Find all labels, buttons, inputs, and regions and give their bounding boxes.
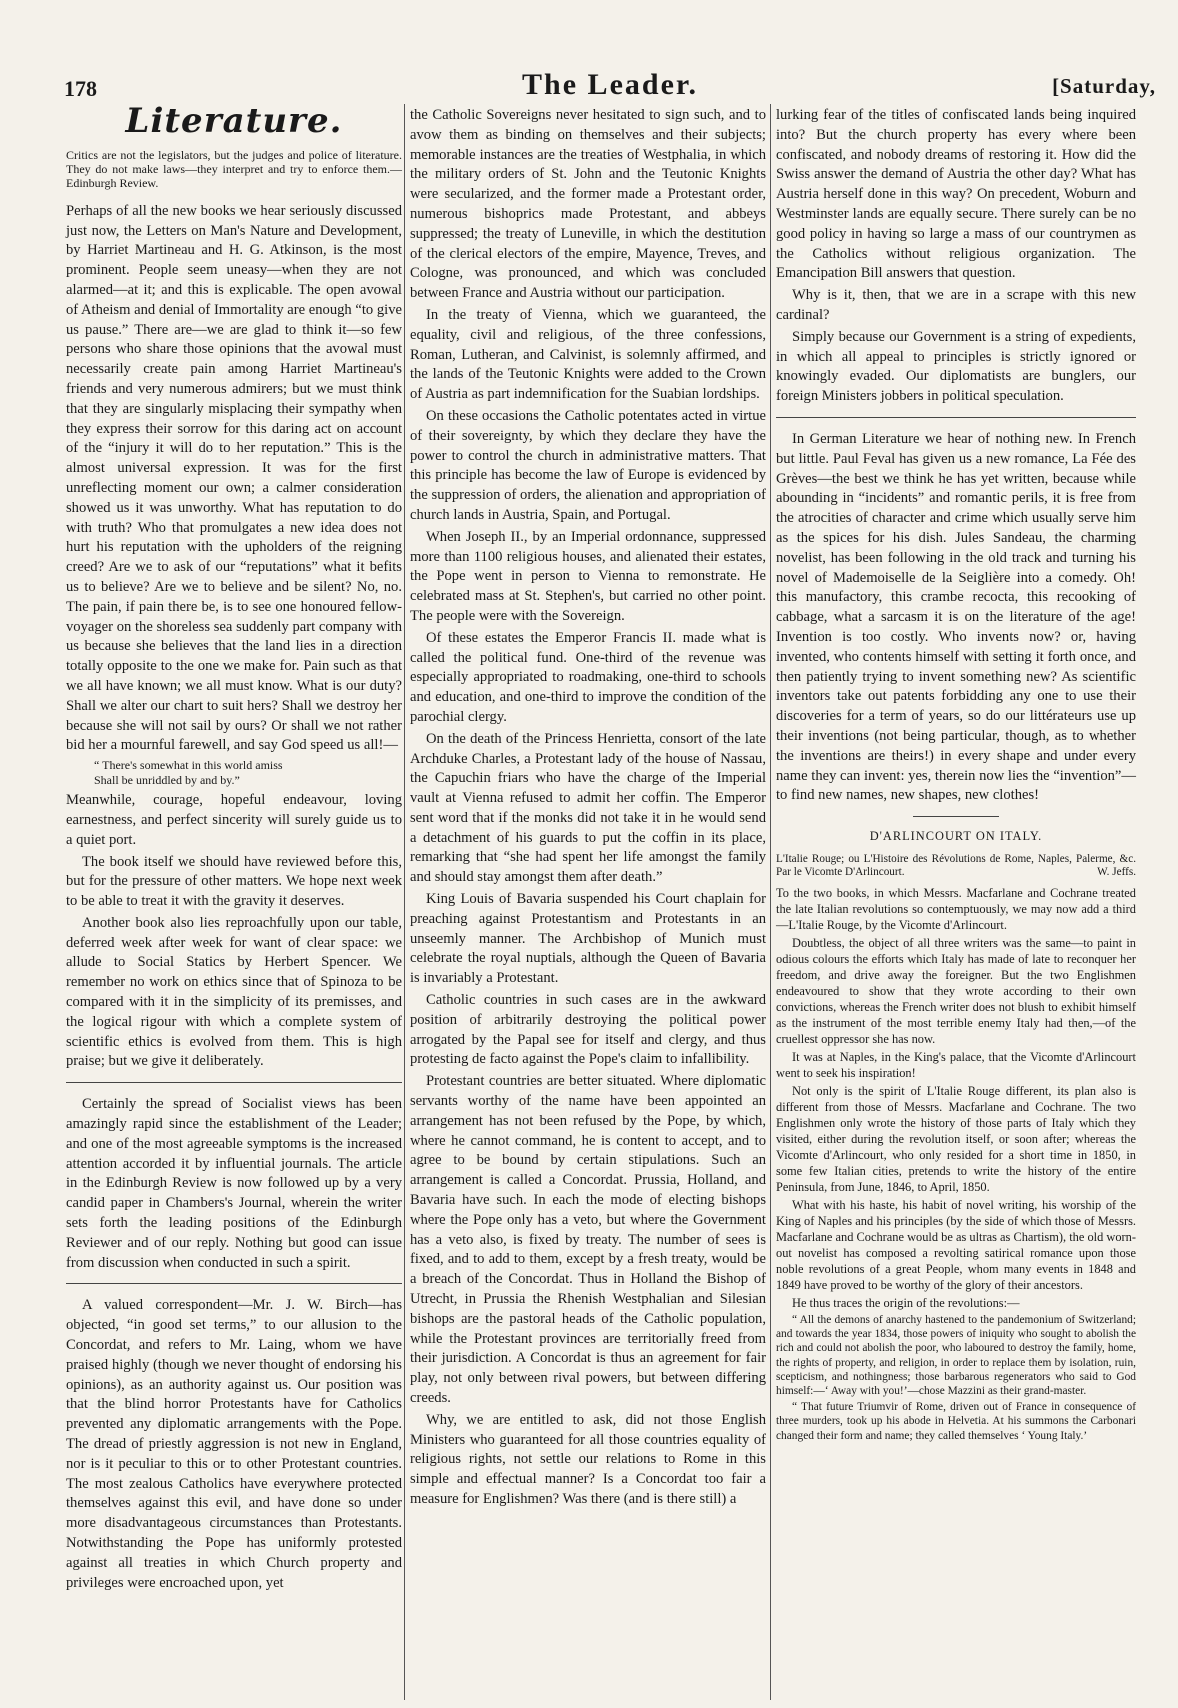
paragraph: The book itself we should have reviewed before this, but for the pressure of other matters. We hope next week to be able to treat it with the gravity it deserves. (66, 853, 402, 910)
verse-line: “ There's somewhat in this world amiss (94, 758, 283, 773)
block-quote: “ That future Triumvir of Rome, driven out of France in consequence of three murders, took up his abode in Helvetia. At his summons the Carbonari changed their form and name; they called themselves ‘ Young Italy.’ (776, 1401, 1136, 1442)
page-number: 178 (64, 76, 97, 101)
paragraph: King Louis of Bavaria suspended his Court chaplain for preaching against Protestantism and Protestants in an unseemly manner. The Archbishop of Munich must celebrate the royal nuptials, although the Queen of Bavaria is invariably a Protestant. (410, 891, 766, 987)
book-reference (776, 853, 1136, 879)
verse-quote (66, 758, 402, 788)
article-title: D'ARLINCOURT ON ITALY. (869, 829, 1043, 844)
epigraph: Critics are not the legislators, but the judges and police of literature. They do not make laws—they interpret and try to enforce them.—Edinburgh Review. (66, 147, 402, 190)
publisher: W. Jeffs. (1097, 865, 1136, 878)
verse-line: Shall be unriddled by and by.” (94, 773, 240, 788)
header-day: [Saturday, (1052, 74, 1156, 98)
section-rule (776, 417, 1136, 418)
column-divider (404, 104, 405, 1700)
paragraph: A valued correspondent—Mr. J. W. Birch—has objected, “in good set terms,” to our allusion to the Concordat, and refers to Mr. Laing, whom we have praised highly (though we never thought of endorsing his opinions), as an authority against us. Our position was that the blind horror Protestants have for Catholics prevented any diplomatic arrangements with the Pope. The dread of priestly aggression is not new in England, nor is it peculiar to this or to other Protestant countries. The most zealous Catholics have everywhere protected themselves against this evil, and have done so under more disadvantageous circumstances than Protestants. Notwithstanding the Pope has uniformly protested against all treaties in which Church property and privileges were encroached upon, yet (66, 1297, 402, 1591)
paragraph: the Catholic Sovereigns never hesitated to sign such, and to avow them as binding on themselves and their subjects; memorable instances are the treaties of Westphalia, in which the military orders of St. John and the Teutonic Knights were secularized, and the former made a Protestant order, numerous bishoprics made Protestant, and abbeys suppressed; the treaty of Luneville, in which the destitution of the clerical electors of the empire, Mayence, Treves, and Cologne, was pronounced, and which was concluded between France and Austria without our participation. (410, 107, 766, 302)
block-quote: “ All the demons of anarchy hastened to the pandemonium of Switzerland; and towards the year 1834, those powers of iniquity who sought to abolish the rich and could not abolish the poor, who laboured to destroy the family, home, the rights of property, and religion, in order to replace them by isolation, ruin, scepticism, and nothingness; those barbarous regenerators who said to God himself:—‘ Away with you!’—chose Mazzini as their grand-master. (776, 1313, 1136, 1397)
paragraph: Simply because our Government is a string of expedients, in which all appeal to principles is strictly ignored or knowingly evaded. Our diplomatists are bunglers, our foreign Ministers jobbers in political speculation. (776, 328, 1136, 405)
paragraph: On these occasions the Catholic potentates acted in virtue of their sovereignty, by which they declare they have the power to control the church in administrative matters. That this principle has become the law of Europe is evidenced by the suppression of orders, the alienation and appropriation of church lands in Austria, Spain, and Portugal. (410, 407, 766, 523)
paragraph: Perhaps of all the new books we hear seriously discussed just now, the Letters on Man's Nature and Development, by Harriet Martineau and H. G. Atkinson, is the most prominent. People seem uneasy—when they are not alarmed—at it; and this is explicable. The open avowal of Atheism and denial of Immortality are enough “to give us pause.” There are—we are glad to think it—so few persons who share those opinions that the avowal must necessarily create pain among Harriet Martineau's friends and very numerous admirers; but we must think that they are singularly misplacing their sympathy when they express their sorrow for this daring act on account of the “injury it will do to her reputation.” This is the almost universal expression. It was for the first unreflecting moment our own; a calmer consideration showed us it was unworthy. What has reputation to do with truth? Who that promulgates a new idea does not hurt his reputation with the upholders of the reigning creed? Are we to ask of our “reputations” what it befits us to believe? Are we to believe and be silent? No, no. The pain, if pain there be, is to see one honoured fellow-voyager on the shoreless sea suddenly part company with us because she believes that the land lies in a direction totally opposite to the one we make for. Pain such as that we all have known; we all must know. What is our duty? Shall we alter our chart to suit hers? Shall we destroy her because she will not sail by ours? Or shall we not rather bid her a mournful farewell, and say God speed us all!— (66, 202, 402, 754)
book-title: L'Italie Rouge; ou L'Histoire des Révolutions de Rome, Naples, Palerme, &c. Par le Vicomte D'Arlincourt. (776, 852, 1136, 878)
paragraph: When Joseph II., by an Imperial ordonnance, suppressed more than 1100 religious houses, and alienated their estates, the Pope went in person to Vienna to remonstrate. He celebrated mass at St. Stephen's, but carried no other point. The people were with the Sovereign. (410, 528, 766, 624)
section-rule (66, 1082, 402, 1083)
paragraph: Why is it, then, that we are in a scrape with this new cardinal? (776, 287, 1136, 323)
paragraph: On the death of the Princess Henrietta, consort of the late Archduke Charles, a Protestant lady of the house of Nassau, the Capuchin friars who have the charge of the Imperial vault at Vienna refused to admit her coffin. The Emperor sent word that if the monks did not take it in he would send a detachment of his guards to put the coffin in its place, remarking that “she had spent her life amongst the family and should stay amongst them after death.” (410, 730, 766, 886)
column-3 (776, 106, 1136, 1445)
paragraph: In the treaty of Vienna, which we guaranteed, the equality, civil and religious, of the three confessions, Roman, Lutheran, and Calvinist, is solemnly affirmed, and the lands of the Teutonic Knights were added to the Crown of Austria as part indemnification for the Suabian lordships. (410, 306, 766, 403)
paragraph: Meanwhile, courage, hopeful endeavour, loving earnestness, and perfect sincerity will surely guide us to a quiet port. (66, 792, 402, 848)
paragraph: Protestant countries are better situated. Where diplomatic servants worthy of the name have been appointed an arrangement has not been refused by the Pope, by which, where he cannot command, he is content to accept, and to agree to be bound by certain stipulations. Such an arrangement is called a Concordat. Prussia, Holland, and Bavaria have such. In each the mode of electing bishops where the Pope only has a veto, but where the Government has a veto also, is fixed by treaty. The number of sees is fixed, and to add to them, except by a fresh treaty, would be a breach of the Concordat. Thus in Holland the Bishop of Utrecht, in Prussia the Rhenish Westphalian and Silesian bishops are the pastoral heads of the Catholic population, while the Protestant provinces are territorially freed from their jurisdiction. A Concordat is thus an agreement for fair play, not only between rival powers, but between differing creeds. (410, 1073, 766, 1406)
paragraph: Doubtless, the object of all three writers was the same—to paint in odious colours the efforts which Italy has made of late to reconquer her freedom, and drive away the foreigner. But the two Englishmen endeavoured to show that they wrote according to their own convictions, whereas the French writer does not blush to exhibit himself as the instrument of the most terrible enemy Italy had then,—of the cruellest oppressor she has now. (776, 935, 1136, 1046)
paragraph: lurking fear of the titles of confiscated lands being inquired into? But the church property has every where been confiscated, and nobody dreams of restoring it. How did the Swiss answer the demand of Austria the other day? What has Austria herself done in this way? On precedent, Woburn and Westminster lands are equally secure. There surely can be no good policy in having so large a mass of our countrymen as the Catholics without religious organization. The Emancipation Bill answers that question. (776, 107, 1136, 282)
paragraph: Why, we are entitled to ask, did not those English Ministers who guaranteed for all those countries equality of religious rights, not settle our relations to Rome in this simple and effectual manner? Is a Concordat too fair a measure for Englishmen? Was there (and is there still) a (410, 1411, 766, 1507)
paragraph: In German Literature we hear of nothing new. In French but little. Paul Feval has given us a new romance, La Fée des Grèves—the best we think he has yet written, because while abounding in “incidents” and romantic perils, it is free from the atrocities of character and crime which usually serve him as the spices for his dish. Jules Sandeau, the charming novelist, has been following in the old track and turning his novel of Mademoiselle de la Seiglière into a comedy. Oh! this manufactory, this crambe recocta, this recooking of cabbage, what a sarcasm it is on the literature of the age! Invention is too costly. Who invents now? or, having invented, who contents himself with setting it forth once, and then patiently trying to invent something new? As scientific inventors take out patents forbidding any one to use their discoveries for a term of years, so do our littérateurs use up their inventions (not being particular, though, as to whether the inventions are theirs!) in every shape and under every name they can invent: yes, therein now lies the “invention”—to find new names, new shapes, new clothes! (776, 430, 1136, 804)
paragraph: It was at Naples, in the King's palace, that the Vicomte d'Arlincourt went to seek his inspiration! (776, 1049, 1136, 1080)
column-1 (66, 101, 402, 1595)
paragraph: Certainly the spread of Socialist views has been amazingly rapid since the establishment of the Leader; and one of the most agreeable symptoms is the increased attention accorded it by influential journals. The article in the Edinburgh Review is now followed up by a very candid paper in Chambers's Journal, wherein the writer sets forth the leading positions of the Edinburgh Reviewer and of our reply. Nothing but good can issue from discussion when conducted in such a spirit. (66, 1096, 402, 1271)
paragraph: He thus traces the origin of the revolutions:— (792, 1295, 1020, 1310)
page-header (60, 62, 1160, 102)
paragraph: To the two books, in which Messrs. Macfarlane and Cochrane treated the late Italian revolutions so contemptuously, we may now add a third—L'Italie Rouge, by the Vicomte d'Arlincourt. (776, 885, 1136, 932)
paragraph: Not only is the spirit of L'Italie Rouge different, its plan also is different from those of Messrs. Macfarlane and Cochrane. The two Englishmen only wrote the history of those parts of Italy which they visited, either during the revolution itself, or soon after; whereas the Vicomte d'Arlincourt, who only resided for a short time in 1850, in some few Italian cities, pretends to write the history of the entire Peninsula, from June, 1846, to April, 1850. (776, 1083, 1136, 1194)
paragraph: Catholic countries in such cases are in the awkward position of arbitrarily destroying the political power arrogated by the Papal see for itself and clergy, and thus protesting de facto against the Pope's claim to infallibility. (410, 992, 766, 1068)
masthead: The Leader. (522, 68, 698, 101)
column-divider (770, 104, 771, 1700)
paragraph: Another book also lies reproachfully upon our table, deferred week after week for want of clear space: we allude to Social Statics by Herbert Spencer. We remember no work on ethics since that of Spinoza to be compared with it in the simplicity of its premisses, and the logical rigour with which a complete system of scientific ethics is evolved from them. This is high praise; but we give it deliberately. (66, 914, 402, 1070)
section-rule (66, 1283, 402, 1284)
article-rule (913, 816, 999, 817)
column-2 (410, 106, 766, 1512)
paragraph: What with his haste, his habit of novel writing, his worship of the King of Naples and his principles (by the side of which those of Messrs. Macfarlane and Cochrane would be as ultras as Chartism), the old worn-out novelist has composed a revolting satirical romance upon those noble revolutions of a great People, whom many events in 1848 and 1849 have proved to be worthy of the glory of their ancestors. (776, 1197, 1136, 1292)
paragraph: Of these estates the Emperor Francis II. made what is called the political fund. One-third of the revenue was especially appropriated to roadmaking, one-third to schools and education, and one-third to improve the condition of the parochial clergy. (410, 629, 766, 725)
section-title: Literature. (125, 101, 343, 141)
